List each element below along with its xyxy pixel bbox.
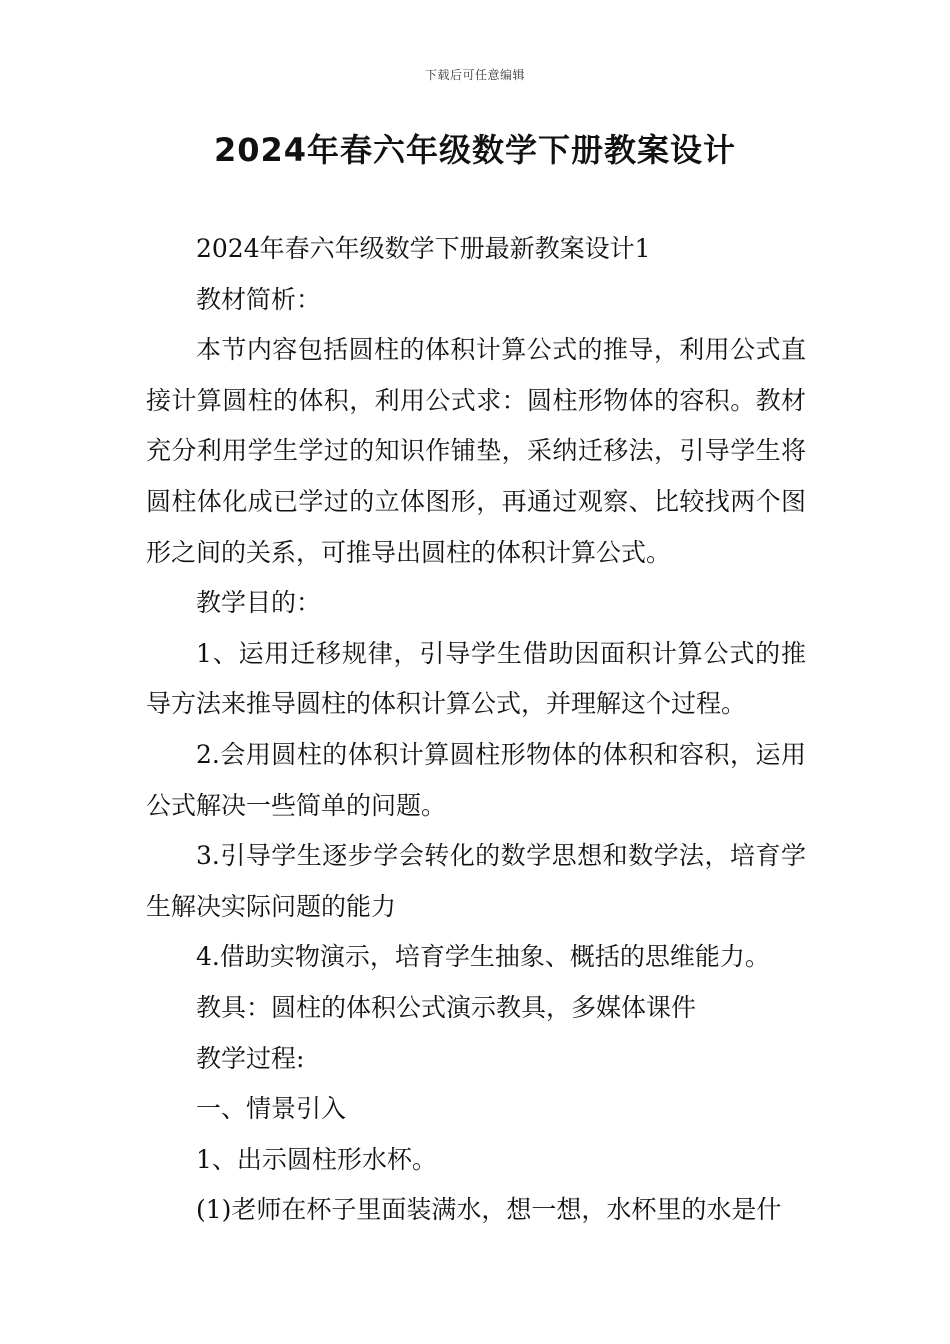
paragraph-textbook-analysis: 本节内容包括圆柱的体积计算公式的推导，利用公式直接计算圆柱的体积，利用公式求：圆柱形物体的容积。教材充分利用学生学过的知识作铺垫，采纳迁移法，引导学生将圆柱体化成已学过的立体图形，再通过观察、比较找两个图形之间的关系，可推导出圆柱的体积计算公式。 [146,335,806,567]
paragraph-step-1: 1、出示圆柱形水杯。 [196,1144,437,1174]
document-title: 2024年春六年级数学下册教案设计 [213,131,737,169]
paragraph-objective-2: 2.会用圆柱的体积计算圆柱形物体的体积和容积，运用公式解决一些简单的问题。 [146,739,806,820]
paragraph-objective-4: 4.借助实物演示，培育学生抽象、概括的思维能力。 [196,942,770,972]
paragraph-step-1-1: (1)老师在杯子里面装满水，想一想，水杯里的水是什 [196,1195,782,1225]
paragraph-objective-3: 3.引导学生逐步学会转化的数学思想和数学法，培育学生解决实际问题的能力 [146,841,806,921]
paragraph-textbook-analysis-heading: 教材简析： [196,284,322,314]
paragraph-process-heading: 教学过程: [196,1043,305,1073]
paragraph-subtitle: 2024年春六年级数学下册最新教案设计1 [196,234,651,263]
header-note: 下载后可任意编辑 [424,68,525,82]
paragraph-objectives-heading: 教学目的： [196,588,322,618]
paragraph-teaching-aids: 教具：圆柱的体积公式演示教具，多媒体课件 [196,992,697,1022]
document-body [146,224,806,1236]
paragraph-objective-1: 1、运用迁移规律，引导学生借助因面积计算公式的推导方法来推导圆柱的体积计算公式，并理解这个过程。 [146,638,806,719]
paragraph-section-1: 一、情景引入 [196,1094,347,1124]
